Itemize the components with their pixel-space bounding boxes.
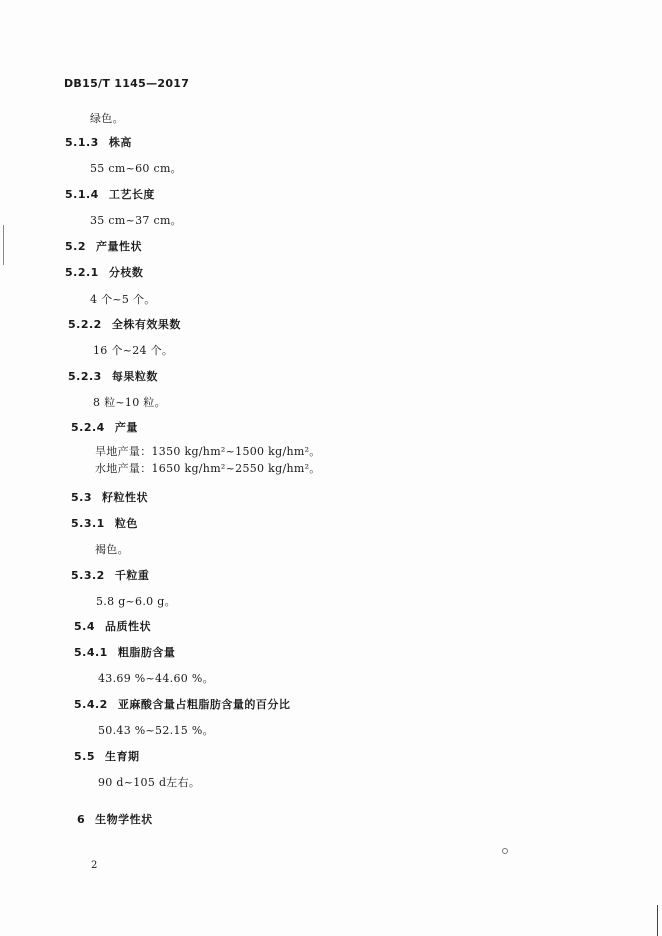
body-paragraph: 8 粒~10 粒。	[93, 396, 166, 409]
section-number: 5.4	[74, 620, 95, 633]
section-number: 5.4.2	[74, 698, 108, 711]
section-heading	[65, 264, 143, 280]
body-paragraph: 4 个~5 个。	[90, 293, 156, 306]
section-number: 5.3.1	[71, 517, 105, 530]
body-paragraph: 16 个~24 个。	[93, 344, 174, 357]
section-number: 5.5	[74, 750, 95, 763]
section-heading	[77, 811, 153, 827]
body-paragraph: 褐色。	[95, 543, 129, 556]
section-heading	[68, 368, 158, 384]
section-heading	[74, 618, 151, 634]
body-paragraph: 55 cm~60 cm。	[90, 162, 182, 175]
section-title: 粗脂肪含量	[117, 646, 176, 659]
body-paragraph: 35 cm~37 cm。	[90, 214, 182, 227]
body-paragraph: 5.8 g~6.0 g。	[96, 595, 176, 608]
standard-code: DB15/T 1145—2017	[64, 77, 190, 90]
section-number: 5.1.3	[65, 136, 99, 149]
body-paragraph: 50.43 %~52.15 %。	[98, 724, 214, 737]
section-heading	[71, 567, 149, 583]
body-paragraph: 绿色。	[90, 112, 124, 125]
section-title: 生物学性状	[95, 813, 153, 826]
section-heading	[74, 696, 290, 712]
section-title: 株高	[108, 136, 132, 149]
section-heading	[74, 748, 140, 764]
section-number: 5.3.2	[71, 569, 105, 582]
section-number: 5.2.1	[65, 266, 99, 279]
section-title: 粒色	[114, 517, 138, 530]
section-title: 品质性状	[105, 620, 151, 633]
section-title: 亚麻酸含量占粗脂肪含量的百分比	[117, 698, 291, 711]
section-title: 产量	[114, 421, 138, 434]
section-title: 籽粒性状	[102, 491, 148, 504]
section-heading	[65, 186, 155, 202]
section-heading	[68, 316, 181, 332]
section-number: 5.2	[65, 240, 86, 253]
body-paragraph: 水地产量：1650 kg/hm²~2550 kg/hm²。	[95, 462, 321, 475]
section-number: 5.2.2	[68, 318, 102, 331]
section-number: 5.2.3	[68, 370, 102, 383]
scan-edge-mark	[3, 225, 4, 265]
section-title: 全株有效果数	[111, 318, 181, 331]
section-heading	[74, 644, 175, 660]
section-number: 5.2.4	[71, 421, 105, 434]
section-title: 工艺长度	[108, 188, 155, 201]
section-heading	[71, 489, 148, 505]
scan-speck	[502, 848, 508, 854]
section-title: 分枝数	[108, 266, 144, 279]
section-number: 6	[77, 813, 86, 826]
section-heading	[65, 238, 142, 254]
section-heading	[71, 419, 138, 435]
section-title: 每果粒数	[111, 370, 158, 383]
section-number: 5.1.4	[65, 188, 99, 201]
scan-edge-mark	[657, 905, 658, 936]
section-heading	[71, 515, 138, 531]
section-title: 千粒重	[114, 569, 150, 582]
section-title: 生育期	[105, 750, 140, 763]
body-paragraph: 旱地产量：1350 kg/hm²~1500 kg/hm²。	[95, 445, 321, 458]
body-paragraph: 90 d~105 d左右。	[98, 776, 201, 789]
section-number: 5.3	[71, 491, 92, 504]
section-heading	[65, 134, 132, 150]
section-title: 产量性状	[96, 240, 142, 253]
page-number: 2	[91, 860, 98, 871]
body-paragraph: 43.69 %~44.60 %。	[98, 672, 214, 685]
section-number: 5.4.1	[74, 646, 108, 659]
